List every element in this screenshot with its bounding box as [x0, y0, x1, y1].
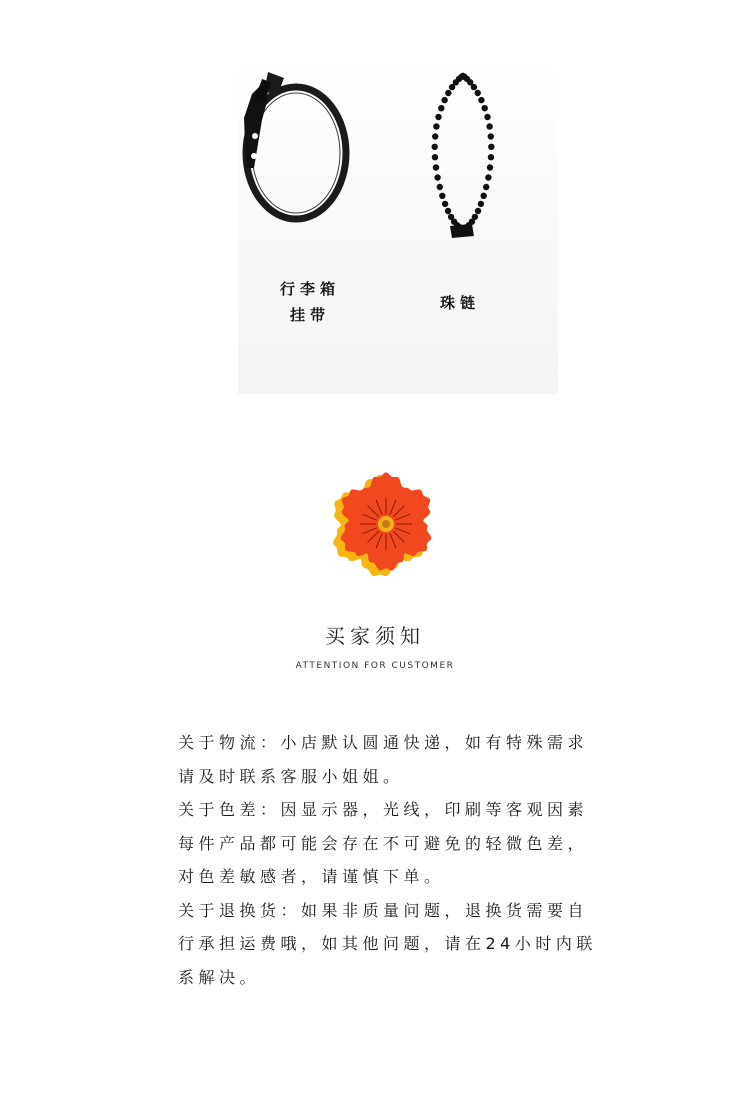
chain-bead: [439, 193, 445, 199]
ball-chain-image: [432, 73, 495, 231]
chain-bead: [438, 105, 444, 111]
chain-bead: [481, 193, 487, 199]
ball-chain-label-line-1: 珠链: [440, 294, 481, 312]
chain-bead: [432, 154, 438, 160]
notice-line: 对色差敏感者，请谨慎下单。: [178, 867, 445, 886]
luggage-strap-label-line-1: 行李箱: [279, 280, 340, 298]
chain-bead: [441, 97, 447, 103]
chain-bead: [482, 105, 488, 111]
notice-line: 关于色差：因显示器，光线，印刷等客观因素: [178, 800, 589, 819]
flower-center-core: [382, 520, 390, 528]
chain-bead: [433, 123, 439, 129]
luggage-strap-image: [244, 72, 346, 219]
chain-bead: [433, 164, 439, 170]
chain-bead: [445, 208, 451, 214]
chain-bead: [488, 144, 494, 150]
chain-bead: [472, 214, 478, 220]
chain-bead: [488, 154, 494, 160]
notice-line: 关于退换货：如果非质量问题，退换货需要自: [178, 900, 589, 920]
chain-bead: [434, 174, 440, 180]
chain-bead: [442, 201, 448, 207]
luggage-strap-label-line-2: 挂带: [289, 306, 330, 324]
chain-bead: [449, 84, 455, 90]
chain-bead: [475, 90, 481, 96]
flower-icon: [326, 466, 438, 578]
product-illustration: [238, 58, 558, 394]
chain-clasp: [450, 224, 474, 238]
chain-bead: [437, 184, 443, 190]
chain-bead: [478, 201, 484, 207]
chain-bead: [486, 123, 492, 129]
chain-bead: [435, 114, 441, 120]
chain-bead: [487, 164, 493, 170]
luggage-strap-label: [270, 276, 350, 328]
notice-line: 行承担运费哦，如其他问题，请在24小时内联: [178, 934, 597, 953]
chain-bead: [484, 114, 490, 120]
ball-chain-label: [440, 290, 480, 316]
chain-bead: [432, 144, 438, 150]
chain-bead: [483, 184, 489, 190]
chain-bead: [475, 208, 481, 214]
chain-bead: [460, 73, 466, 79]
chain-bead: [478, 97, 484, 103]
chain-bead: [485, 174, 491, 180]
chain-bead: [432, 133, 438, 139]
notice-line: 请及时联系客服小姐姐。: [178, 766, 404, 786]
chain-bead: [488, 133, 494, 139]
notice-title: 买家须知: [325, 624, 425, 648]
notice-line: 系解决。: [178, 967, 261, 987]
notice-body: [178, 726, 598, 994]
notice-subtitle: ATTENTION FOR CUSTOMER: [295, 661, 455, 671]
notice-line: 每件产品都可能会存在不可避免的轻微色差，: [178, 833, 589, 853]
notice-line: 关于物流：小店默认圆通快递，如有特殊需求: [178, 733, 589, 752]
product-photo: [238, 58, 558, 394]
chain-bead: [445, 90, 451, 96]
